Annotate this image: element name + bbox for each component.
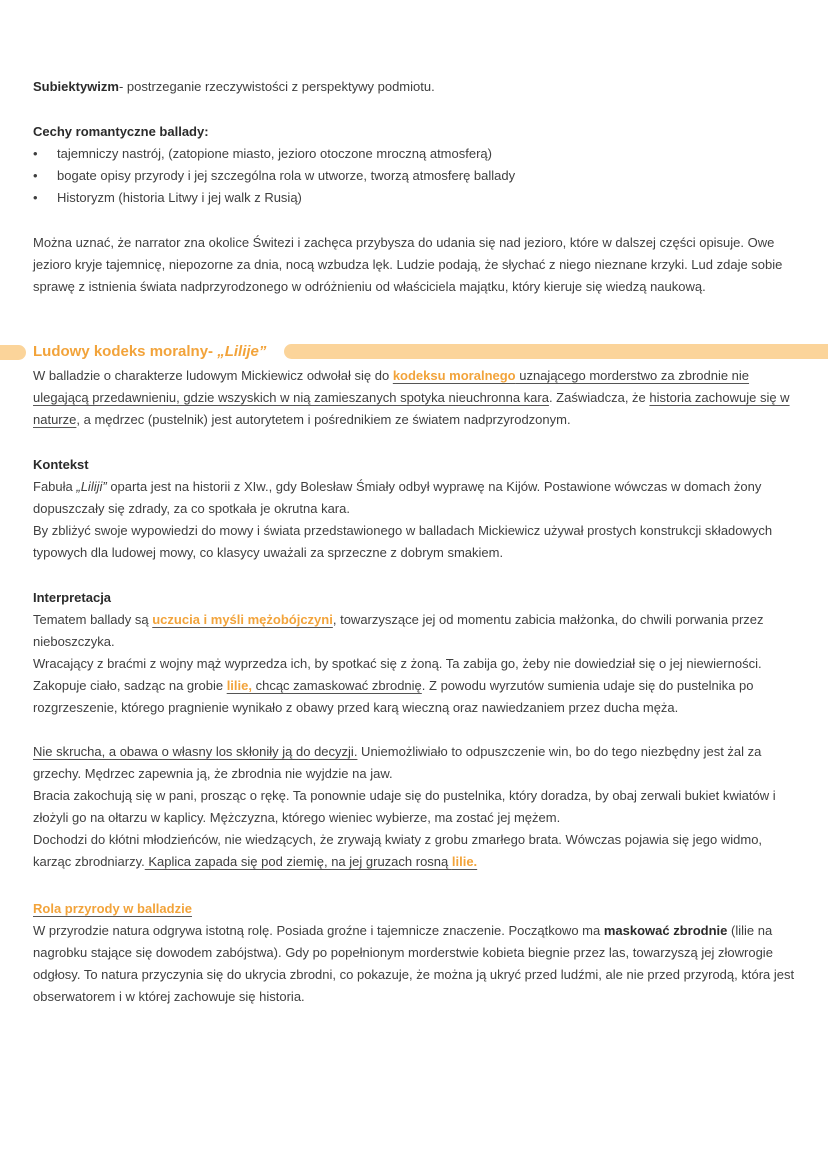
interpretation-paragraph-3 [33,741,803,785]
highlight-moral-code: kodeksu moralnego [392,368,516,383]
interpretation-paragraph-5 [33,829,803,873]
text-run: Wracający z braćmi z wojny mąż wyprzedza ich, by spotkać się z żoną. Ta zabija go, żeby nie dowiedział się o jej niewierności. Zakopuje ciało, sadząc na grobie [33,656,762,693]
nature-heading: Rola przyrody w balladzie [33,901,192,916]
features-list-item: • tajemniczy nastrój, (zatopione miasto, jezioro otoczone mroczną atmosferą) [33,143,793,165]
context-paragraph-1 [33,476,803,520]
text-run: Tematem ballady są [33,612,153,627]
features-list-item: • Historyzm (historia Litwy i jej walk z Rusią) [33,187,793,209]
text-run: Uniemożliwiało to odpuszczenie win, bo do tego niezbędny jest żal za grzechy. Mędrzec zapewnia ją, że zbrodnia nie wyjdzie na jaw. [33,744,762,781]
underlined-text: uznającego morderstwo za zbrodnie nie ulegającą przedawnieniu, gdzie wszyskich w nią zamieszanych spotyka nieuchronna kara [33,368,750,405]
highlight-lilies-end: lilie. [451,854,478,869]
interpretation-paragraph-1 [33,609,803,653]
underlined-text: Nie skrucha, a obawa o własny los skłoniły ją do decyzji. [33,744,358,759]
narrator-paragraph: Można uznać, że narrator zna okolice Świtezi i zachęca przybysza do udania się nad jezioro, które w dalszej części opisuje. Owe jezioro kryje tajemnicę, niepozorne za dnia, nocą wzbudza lęk. Ludzie podają, że słychać z niego nieznane krzyki. Lud zdaje sobie sprawę z istnienia świata nadprzyrodzonego w odróżnieniu od właściciela majątku, który kieruje się wiedzą naukową. [33,235,783,294]
text-run: oparta jest na historii z XIw., gdy Bolesław Śmiały odbył wyprawę na Kijów. Postawione wówczas w domach żony dopuszczały się zdrady, za co spotkała je okrutna kara. [33,479,762,516]
italic-title: „Liliji” [76,479,107,494]
features-heading: Cechy romantyczne ballady: [33,124,209,139]
moral-code-paragraph [33,365,803,431]
underlined-text: historia zachowuje się w naturze [33,390,790,427]
interpretation-paragraph-4: Bracia zakochują się w pani, prosząc o rękę. Ta ponownie udaje się do pustelnika, który doradza, by obaj zerwali bukiet kwiatów i złożyli go na ołtarzu w kaplicy. Mężczyzna, którego wieniec wybierze, ma zostać jej mężem. [33,788,776,825]
nature-paragraph [33,920,803,1008]
highlight-feelings: uczucia i myśli mężobójczyni [152,612,333,627]
text-run: W balladzie o charakterze ludowym Mickiewicz odwołał się do [33,368,393,383]
subjectivism-definition [33,76,803,98]
interpretation-paragraph-2 [33,653,803,719]
text-run: , a mędrzec (pustelnik) jest autorytetem i pośrednikiem ze światem nadprzyrodzonym. [76,412,571,427]
context-paragraph-2: By zbliżyć swoje wypowiedzi do mowy i świata przedstawionego w balladach Mickiewicz używał prostych konstrukcji składowych typowych dla ludowej mowy, co klasycy uważali za sprzeczne z dobrym smakiem. [33,523,773,560]
text-run: . Z powodu wyrzutów sumienia udaje się do pustelnika po rozgrzeszenie, którego pragnienie wynikało z obawy przed karą wieczną oraz nawiedzaniem przez ducha męża. [33,678,754,715]
section-title [33,340,266,364]
subjectivism-term: Subiektywizm [33,79,119,94]
features-list-item: • bogate opisy przyrody i jej szczególna rola w utworze, tworzą atmosferę ballady [33,165,793,187]
subjectivism-text: - postrzeganie rzeczywistości z perspektywy podmiotu. [118,79,435,94]
section-band-right [284,344,828,359]
text-run: Dochodzi do kłótni młodzieńców, nie wiedzących, że zrywają kwiaty z grobu zmarłego brata. Wówczas pojawia się jego widmo, karząc zbrodniarzy. [33,832,763,869]
text-run: , towarzyszące jej od momentu zabicia małżonka, do chwili porwania przez nieboszczyka. [33,612,764,649]
interpretation-heading: Interpretacja [33,590,112,605]
bold-text: maskować zbrodnie [603,923,728,938]
section-band-left [0,345,26,360]
features-list [33,143,793,209]
highlight-lilies: lilie, [226,678,252,693]
text-run: (lilie na nagrobku stające się dowodem zabójstwa). Gdy po popełnionym morderstwie kobieta biegnie przez las, towarzyszą jej złowrogie odgłosy. To natura przyczynia się do ukrycia zbrodni, co pokazuje, że można ją ukryć przed ludźmi, ale nie przed przyrodą, która jest obserwatorem i w której zachowuje się historia. [33,923,795,1004]
text-run: Fabuła [33,479,77,494]
context-heading: Kontekst [33,457,89,472]
underlined-text: Kaplica zapada się pod ziemię, na jej gruzach rosną [144,854,452,869]
text-run: W przyrodzie natura odgrywa istotną rolę. Posiada groźne i tajemnicze znaczenie. Początkowo ma [33,923,604,938]
underlined-text: chcąc zamaskować zbrodnię [251,678,422,693]
section-title-italic: „Lilije” [217,343,267,360]
section-title-main: Ludowy kodeks moralny- [33,343,218,360]
text-run: . Zaświadcza, że [548,390,650,405]
